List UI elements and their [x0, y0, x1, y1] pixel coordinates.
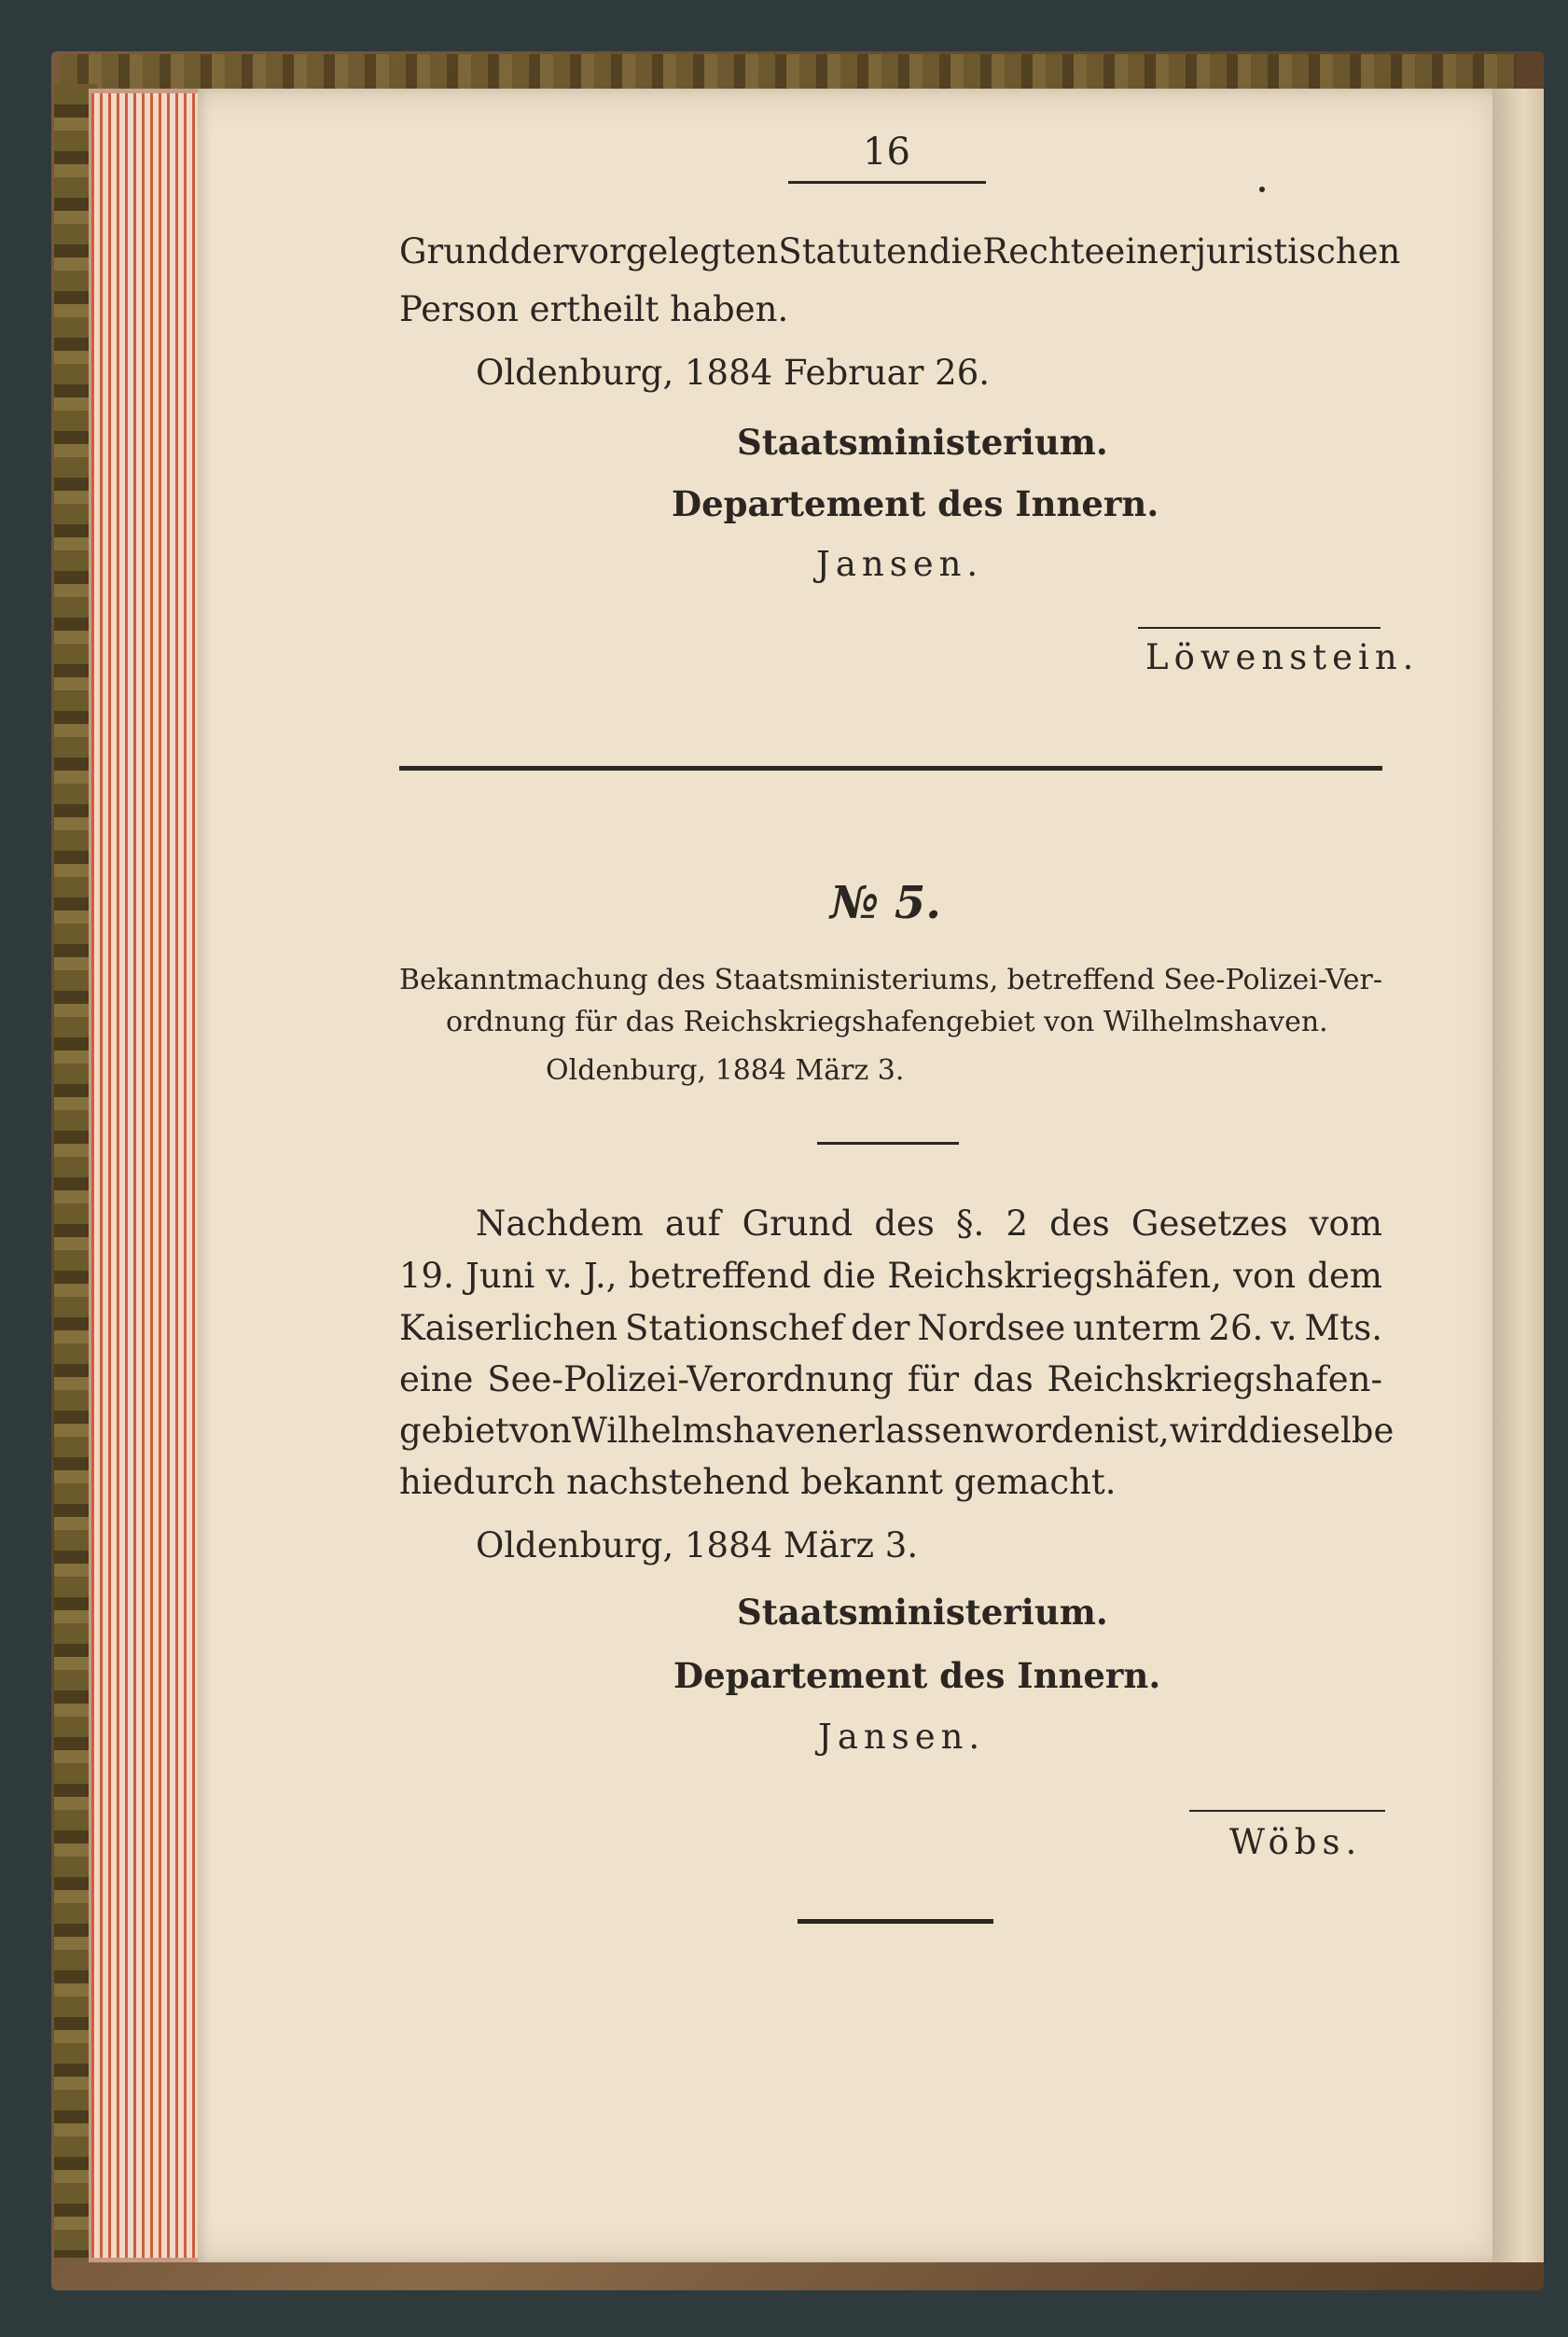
- section2-body-line-4: eine See-Polizei-Verordnung für das Reichskriegshafen-: [399, 1359, 1382, 1399]
- section2-department: Departement des Innern.: [673, 1655, 1161, 1696]
- section1-countersign: Löwenstein.: [1145, 637, 1420, 677]
- section1-line-1: Grund der vorgelegten Statuten die Rechte einer juristischen: [399, 231, 1401, 271]
- ink-dot: [1259, 187, 1265, 192]
- section2-signature: Jansen.: [818, 1717, 986, 1757]
- section2-body-line-3: Kaiserlichen Stationschef der Nordsee unterm 26. v. Mts.: [399, 1308, 1382, 1348]
- section2-body-line-5: gebiet von Wilhelmshaven erlassen worden ist, wird dieselbe: [399, 1411, 1395, 1451]
- section1-date: Oldenburg, 1884 Februar 26.: [476, 353, 991, 393]
- section2-date: Oldenburg, 1884 März 3.: [476, 1525, 919, 1565]
- section2-countersign: Wöbs.: [1229, 1822, 1363, 1862]
- section2-countersign-rule: [1189, 1810, 1385, 1812]
- book-page: [198, 89, 1527, 2262]
- page-gutter: [1492, 89, 1544, 2262]
- section2-body-line-1: Nachdem auf Grund des §. 2 des Gesetzes vom: [476, 1203, 1382, 1244]
- section2-title-rule: [817, 1142, 959, 1145]
- section2-authority: Staatsministerium.: [737, 1592, 1108, 1633]
- section2-title-date: Oldenburg, 1884 März 3.: [546, 1054, 905, 1087]
- section1-department: Departement des Innern.: [672, 483, 1159, 524]
- section1-authority: Staatsministerium.: [737, 422, 1108, 463]
- section1-line-2: Person ertheilt haben.: [399, 289, 789, 329]
- page-end-rule: [798, 1919, 993, 1924]
- section1-countersign-rule: [1138, 627, 1381, 629]
- section2-title-line-2: ordnung für das Reichskriegshafengebiet von Wilhelmshaven.: [446, 1006, 1328, 1038]
- page-number: 16: [863, 131, 910, 174]
- page-number-rule: [788, 181, 986, 184]
- section2-body-line-2: 19. Juni v. J., betreffend die Reichskriegshäfen, von dem: [399, 1256, 1382, 1296]
- section-divider: [399, 766, 1382, 771]
- section2-body-line-6: hiedurch nachstehend bekannt gemacht.: [399, 1462, 1117, 1502]
- section2-number: № 5.: [830, 877, 941, 929]
- section1-signature: Jansen.: [816, 544, 984, 584]
- section2-title-line-1: Bekanntmachung des Staatsministeriums, betreffend See-Polizei-Ver-: [399, 964, 1382, 996]
- red-page-edges: [91, 93, 203, 2258]
